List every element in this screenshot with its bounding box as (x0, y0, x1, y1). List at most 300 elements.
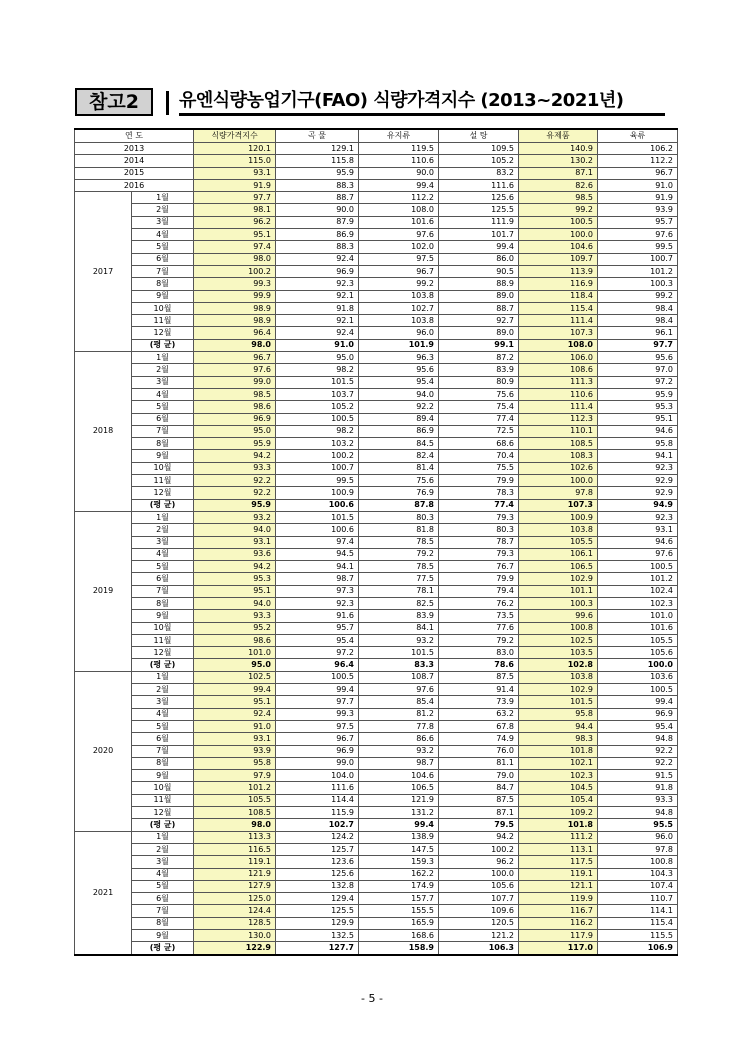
value-cell: 93.1 (194, 536, 276, 548)
table-row (75, 597, 678, 609)
value-cell: 108.7 (359, 671, 439, 683)
value-cell: 83.3 (359, 659, 439, 671)
value-cell: 94.2 (439, 831, 519, 843)
value-cell: 132.5 (276, 930, 359, 942)
table-row (75, 388, 678, 400)
value-cell: 79.9 (439, 573, 519, 585)
value-cell: 104.0 (276, 770, 359, 782)
value-cell: 94.8 (598, 733, 678, 745)
value-cell: 70.4 (439, 450, 519, 462)
page-header (75, 88, 665, 118)
table-row (75, 696, 678, 708)
value-cell: 131.2 (359, 807, 439, 819)
month-cell: 8월 (132, 917, 194, 929)
value-cell: 101.5 (519, 696, 598, 708)
month-cell: 12월 (132, 327, 194, 339)
value-cell: 113.9 (519, 265, 598, 277)
value-cell: 108.5 (194, 807, 276, 819)
month-cell: 1월 (132, 831, 194, 843)
value-cell: 91.6 (276, 610, 359, 622)
value-cell: 115.0 (194, 155, 276, 167)
value-cell: 119.1 (194, 856, 276, 868)
value-cell: 96.2 (439, 856, 519, 868)
month-cell: 9월 (132, 290, 194, 302)
value-cell: 79.5 (439, 819, 519, 831)
table-row (75, 462, 678, 474)
value-cell: 99.2 (519, 204, 598, 216)
month-cell: 2월 (132, 524, 194, 536)
value-cell: 79.2 (439, 634, 519, 646)
col-header-meat: 육류 (598, 129, 678, 143)
value-cell: 96.3 (359, 352, 439, 364)
col-header-food-price-index: 식량가격지수 (194, 129, 276, 143)
value-cell: 96.9 (276, 745, 359, 757)
value-cell: 99.2 (359, 278, 439, 290)
value-cell: 80.3 (359, 511, 439, 523)
value-cell: 94.9 (598, 499, 678, 511)
value-cell: 91.9 (194, 179, 276, 191)
value-cell: 100.0 (439, 868, 519, 880)
value-cell: 81.1 (439, 757, 519, 769)
value-cell: 97.6 (598, 229, 678, 241)
value-cell: 92.3 (276, 597, 359, 609)
month-cell: 1월 (132, 671, 194, 683)
value-cell: 73.9 (439, 696, 519, 708)
table-row (75, 438, 678, 450)
value-cell: 107.7 (439, 893, 519, 905)
value-cell: 99.9 (194, 290, 276, 302)
value-cell: 95.1 (194, 585, 276, 597)
value-cell: 119.9 (519, 893, 598, 905)
value-cell: 99.3 (276, 708, 359, 720)
value-cell: 97.8 (598, 843, 678, 855)
value-cell: 124.4 (194, 905, 276, 917)
value-cell: 100.7 (598, 253, 678, 265)
col-header-dairy: 유제품 (519, 129, 598, 143)
value-cell: 127.7 (276, 942, 359, 955)
value-cell: 95.8 (194, 757, 276, 769)
value-cell: 99.3 (194, 278, 276, 290)
value-cell: 94.0 (194, 597, 276, 609)
value-cell: 108.0 (359, 204, 439, 216)
value-cell: 130.2 (519, 155, 598, 167)
value-cell: 101.5 (359, 647, 439, 659)
month-cell: 10월 (132, 782, 194, 794)
month-cell: 3월 (132, 856, 194, 868)
value-cell: 100.3 (519, 597, 598, 609)
value-cell: 100.5 (276, 671, 359, 683)
value-cell: 97.7 (194, 192, 276, 204)
table-row (75, 364, 678, 376)
table-row-average (75, 942, 678, 955)
month-cell: 1월 (132, 192, 194, 204)
year-cell: 2016 (75, 179, 194, 191)
value-cell: 88.9 (439, 278, 519, 290)
value-cell: 91.0 (194, 720, 276, 732)
value-cell: 94.0 (194, 524, 276, 536)
table-row (75, 757, 678, 769)
value-cell: 83.2 (439, 167, 519, 179)
month-cell: 6월 (132, 733, 194, 745)
month-cell: (평 균) (132, 819, 194, 831)
table-row (75, 671, 678, 683)
value-cell: 100.5 (598, 684, 678, 696)
table-row (75, 167, 678, 179)
value-cell: 79.4 (439, 585, 519, 597)
value-cell: 113.1 (519, 843, 598, 855)
table-row (75, 179, 678, 191)
table-row (75, 684, 678, 696)
value-cell: 105.4 (519, 794, 598, 806)
month-cell: 8월 (132, 438, 194, 450)
value-cell: 80.3 (439, 524, 519, 536)
value-cell: 95.9 (194, 438, 276, 450)
month-cell: 7월 (132, 265, 194, 277)
col-header-sugar: 설 탕 (439, 129, 519, 143)
value-cell: 78.5 (359, 536, 439, 548)
value-cell: 87.1 (519, 167, 598, 179)
table-row (75, 241, 678, 253)
value-cell: 101.5 (276, 376, 359, 388)
value-cell: 99.0 (276, 757, 359, 769)
value-cell: 101.2 (598, 265, 678, 277)
value-cell: 165.9 (359, 917, 439, 929)
value-cell: 86.9 (359, 425, 439, 437)
year-cell: 2019 (75, 511, 132, 671)
value-cell: 106.9 (598, 942, 678, 955)
value-cell: 86.0 (439, 253, 519, 265)
value-cell: 96.1 (598, 327, 678, 339)
col-header-oils: 유지류 (359, 129, 439, 143)
value-cell: 93.1 (598, 524, 678, 536)
value-cell: 105.2 (276, 401, 359, 413)
value-cell: 98.0 (194, 819, 276, 831)
value-cell: 96.0 (359, 327, 439, 339)
month-cell: 12월 (132, 807, 194, 819)
value-cell: 92.3 (598, 511, 678, 523)
table-row (75, 302, 678, 314)
month-cell: 10월 (132, 302, 194, 314)
value-cell: 98.1 (194, 204, 276, 216)
value-cell: 103.8 (519, 524, 598, 536)
value-cell: 121.2 (439, 930, 519, 942)
value-cell: 76.7 (439, 561, 519, 573)
table-row (75, 610, 678, 622)
value-cell: 111.9 (439, 216, 519, 228)
table-row-average (75, 819, 678, 831)
value-cell: 76.0 (439, 745, 519, 757)
year-cell: 2015 (75, 167, 194, 179)
value-cell: 106.5 (359, 782, 439, 794)
value-cell: 98.3 (519, 733, 598, 745)
table-row (75, 425, 678, 437)
table-row (75, 352, 678, 364)
value-cell: 98.7 (276, 573, 359, 585)
value-cell: 92.4 (276, 253, 359, 265)
table-row-average (75, 339, 678, 351)
value-cell: 128.5 (194, 917, 276, 929)
value-cell: 99.4 (439, 241, 519, 253)
value-cell: 174.9 (359, 880, 439, 892)
value-cell: 102.3 (519, 770, 598, 782)
value-cell: 92.7 (439, 315, 519, 327)
table-row (75, 536, 678, 548)
value-cell: 109.6 (439, 905, 519, 917)
month-cell: 7월 (132, 905, 194, 917)
value-cell: 96.4 (194, 327, 276, 339)
value-cell: 107.4 (598, 880, 678, 892)
value-cell: 117.0 (519, 942, 598, 955)
value-cell: 106.2 (598, 143, 678, 155)
value-cell: 98.0 (194, 253, 276, 265)
value-cell: 94.1 (276, 561, 359, 573)
value-cell: 95.9 (276, 167, 359, 179)
value-cell: 99.5 (276, 475, 359, 487)
value-cell: 106.0 (519, 352, 598, 364)
table-row (75, 450, 678, 462)
table-row (75, 401, 678, 413)
value-cell: 87.1 (439, 807, 519, 819)
month-cell: 11월 (132, 315, 194, 327)
value-cell: 110.1 (519, 425, 598, 437)
value-cell: 85.4 (359, 696, 439, 708)
value-cell: 81.8 (359, 524, 439, 536)
value-cell: 93.1 (194, 733, 276, 745)
value-cell: 102.6 (519, 462, 598, 474)
value-cell: 116.9 (519, 278, 598, 290)
value-cell: 95.5 (598, 819, 678, 831)
value-cell: 129.9 (276, 917, 359, 929)
value-cell: 106.3 (439, 942, 519, 955)
value-cell: 95.0 (194, 659, 276, 671)
value-cell: 102.3 (598, 597, 678, 609)
value-cell: 93.1 (194, 167, 276, 179)
month-cell: 4월 (132, 708, 194, 720)
value-cell: 116.7 (519, 905, 598, 917)
value-cell: 83.9 (439, 364, 519, 376)
month-cell: 6월 (132, 253, 194, 265)
value-cell: 97.6 (194, 364, 276, 376)
table-row (75, 290, 678, 302)
table-row (75, 905, 678, 917)
value-cell: 103.2 (276, 438, 359, 450)
fao-price-index-table (74, 128, 678, 956)
value-cell: 106.5 (519, 561, 598, 573)
page-title: 유엔식량농업기구(FAO) 식량가격지수 (2013~2021년) (179, 88, 665, 116)
value-cell: 98.5 (194, 388, 276, 400)
value-cell: 96.7 (194, 352, 276, 364)
value-cell: 97.9 (194, 770, 276, 782)
month-cell: 2월 (132, 364, 194, 376)
table-row (75, 807, 678, 819)
year-cell: 2013 (75, 143, 194, 155)
value-cell: 115.4 (598, 917, 678, 929)
value-cell: 125.5 (276, 905, 359, 917)
table-row (75, 327, 678, 339)
value-cell: 98.6 (194, 634, 276, 646)
value-cell: 117.9 (519, 930, 598, 942)
table-row (75, 376, 678, 388)
table-row (75, 192, 678, 204)
value-cell: 98.4 (598, 315, 678, 327)
table-row (75, 708, 678, 720)
month-cell: 6월 (132, 573, 194, 585)
value-cell: 99.4 (194, 684, 276, 696)
value-cell: 122.9 (194, 942, 276, 955)
value-cell: 98.4 (598, 302, 678, 314)
value-cell: 99.4 (598, 696, 678, 708)
value-cell: 77.5 (359, 573, 439, 585)
value-cell: 99.4 (359, 819, 439, 831)
value-cell: 78.3 (439, 487, 519, 499)
table-row (75, 720, 678, 732)
value-cell: 97.7 (598, 339, 678, 351)
value-cell: 91.8 (598, 782, 678, 794)
table-row (75, 782, 678, 794)
value-cell: 88.3 (276, 241, 359, 253)
value-cell: 101.2 (598, 573, 678, 585)
month-cell: 5월 (132, 401, 194, 413)
table-row (75, 745, 678, 757)
table-row (75, 278, 678, 290)
table-row (75, 561, 678, 573)
value-cell: 99.1 (439, 339, 519, 351)
value-cell: 108.6 (519, 364, 598, 376)
value-cell: 89.0 (439, 327, 519, 339)
value-cell: 89.4 (359, 413, 439, 425)
value-cell: 95.8 (598, 438, 678, 450)
value-cell: 95.7 (276, 622, 359, 634)
value-cell: 79.3 (439, 511, 519, 523)
value-cell: 100.5 (519, 216, 598, 228)
value-cell: 78.5 (359, 561, 439, 573)
value-cell: 125.5 (439, 204, 519, 216)
value-cell: 125.0 (194, 893, 276, 905)
month-cell: 9월 (132, 450, 194, 462)
value-cell: 78.1 (359, 585, 439, 597)
value-cell: 93.3 (194, 610, 276, 622)
value-cell: 73.5 (439, 610, 519, 622)
value-cell: 88.7 (439, 302, 519, 314)
value-cell: 87.8 (359, 499, 439, 511)
value-cell: 95.8 (519, 708, 598, 720)
value-cell: 93.2 (359, 634, 439, 646)
value-cell: 92.4 (276, 327, 359, 339)
month-cell: 7월 (132, 585, 194, 597)
value-cell: 103.8 (359, 315, 439, 327)
value-cell: 92.2 (194, 487, 276, 499)
table-row (75, 253, 678, 265)
value-cell: 79.3 (439, 548, 519, 560)
value-cell: 140.9 (519, 143, 598, 155)
value-cell: 93.9 (194, 745, 276, 757)
value-cell: 79.0 (439, 770, 519, 782)
table-row (75, 634, 678, 646)
month-cell: 4월 (132, 229, 194, 241)
value-cell: 91.0 (276, 339, 359, 351)
value-cell: 95.3 (194, 573, 276, 585)
value-cell: 95.9 (194, 499, 276, 511)
month-cell: 9월 (132, 610, 194, 622)
value-cell: 98.9 (194, 315, 276, 327)
value-cell: 75.5 (439, 462, 519, 474)
value-cell: 74.9 (439, 733, 519, 745)
value-cell: 81.4 (359, 462, 439, 474)
value-cell: 96.9 (194, 413, 276, 425)
value-cell: 100.9 (276, 487, 359, 499)
month-cell: 5월 (132, 720, 194, 732)
month-cell: 12월 (132, 487, 194, 499)
value-cell: 101.9 (359, 339, 439, 351)
value-cell: 100.9 (519, 511, 598, 523)
value-cell: 102.8 (519, 659, 598, 671)
month-cell: 9월 (132, 770, 194, 782)
table-row (75, 265, 678, 277)
value-cell: 125.6 (276, 868, 359, 880)
value-cell: 94.0 (359, 388, 439, 400)
value-cell: 97.6 (598, 548, 678, 560)
value-cell: 103.6 (598, 671, 678, 683)
value-cell: 101.6 (598, 622, 678, 634)
value-cell: 100.6 (276, 499, 359, 511)
value-cell: 130.0 (194, 930, 276, 942)
value-cell: 101.8 (519, 745, 598, 757)
value-cell: 77.4 (439, 413, 519, 425)
value-cell: 92.3 (598, 462, 678, 474)
value-cell: 97.7 (276, 696, 359, 708)
value-cell: 68.6 (439, 438, 519, 450)
value-cell: 116.2 (519, 917, 598, 929)
value-cell: 95.4 (359, 376, 439, 388)
value-cell: 101.0 (598, 610, 678, 622)
value-cell: 105.6 (598, 647, 678, 659)
header-divider (166, 91, 169, 115)
value-cell: 100.2 (439, 843, 519, 855)
value-cell: 120.1 (194, 143, 276, 155)
value-cell: 77.8 (359, 720, 439, 732)
value-cell: 95.0 (194, 425, 276, 437)
value-cell: 100.5 (598, 561, 678, 573)
value-cell: 89.0 (439, 290, 519, 302)
table-row (75, 794, 678, 806)
value-cell: 111.6 (276, 782, 359, 794)
value-cell: 104.6 (519, 241, 598, 253)
value-cell: 96.7 (276, 733, 359, 745)
value-cell: 98.0 (194, 339, 276, 351)
value-cell: 109.7 (519, 253, 598, 265)
value-cell: 159.3 (359, 856, 439, 868)
month-cell: 9월 (132, 930, 194, 942)
value-cell: 100.0 (519, 229, 598, 241)
table-row-average (75, 659, 678, 671)
table-row (75, 315, 678, 327)
value-cell: 96.7 (359, 265, 439, 277)
value-cell: 100.5 (276, 413, 359, 425)
year-cell: 2018 (75, 352, 132, 512)
table-header-row (75, 129, 678, 143)
value-cell: 95.4 (598, 720, 678, 732)
value-cell: 96.2 (194, 216, 276, 228)
value-cell: 114.1 (598, 905, 678, 917)
value-cell: 91.9 (598, 192, 678, 204)
value-cell: 162.2 (359, 868, 439, 880)
month-cell: 11월 (132, 634, 194, 646)
table-row (75, 917, 678, 929)
col-header-cereals: 곡 물 (276, 129, 359, 143)
year-cell: 2020 (75, 671, 132, 831)
value-cell: 107.3 (519, 499, 598, 511)
month-cell: (평 균) (132, 659, 194, 671)
